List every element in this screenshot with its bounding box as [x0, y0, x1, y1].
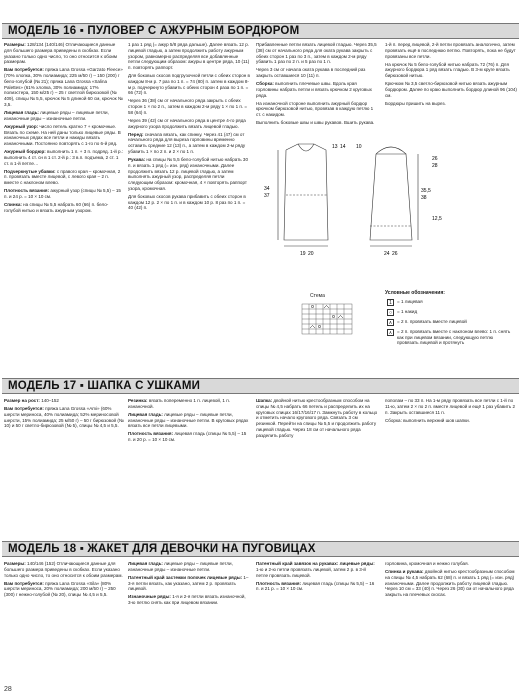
- model17-header: МОДЕЛЬ 17 ▪ ШАПКА С УШКАМИ: [2, 378, 519, 394]
- paragraph-text: Бордюры пришить на вырез.: [385, 100, 446, 106]
- paragraph: [128, 42, 250, 71]
- sleeve-outline: [370, 154, 412, 240]
- paragraph-text: горловина, кромочная и нежно голубая.: [385, 561, 469, 566]
- paragraph: [385, 101, 517, 107]
- paragraph-text: на спицы № 5,5 набрать 60 (66) п. бело-голубой нитью и вязать ажурным узором.: [4, 201, 109, 213]
- legend-row: [387, 299, 515, 306]
- paragraph: [128, 398, 250, 410]
- model18-col4: [385, 561, 517, 681]
- paragraph: [4, 149, 124, 166]
- paragraph-label: Плотность вязания:: [128, 431, 174, 437]
- paragraph: [4, 202, 124, 214]
- paragraph-label: Лицевая гладь:: [128, 561, 163, 566]
- paragraph-label: Вам потребуется:: [4, 405, 44, 411]
- dim-label-k: 13: [332, 144, 338, 150]
- legend-text: = 1 лицевая: [397, 299, 423, 304]
- dim-label-g: 24: [384, 251, 390, 257]
- paragraph-label: Ажурный узор:: [4, 123, 39, 129]
- paragraph-text: 1-й п. перед лицевой, 2-й петли провязать аналогично, затем провязать ещё в последнюю петлю. Повторять, пока не будут провязаны все петли.: [385, 42, 516, 59]
- model16-col4: [385, 42, 517, 126]
- paragraph-text: выполнить плечевые швы. Вдоль края горловины набрать петли и вязать крючком 2 круговых ряда.: [256, 81, 372, 98]
- dim-label-a: 34: [264, 186, 270, 192]
- paragraph-label: Плотность вязания:: [4, 188, 50, 194]
- paragraph: [4, 169, 124, 186]
- legend-text: = 1 накид: [397, 309, 418, 314]
- body-piece-outline: [284, 144, 328, 240]
- paragraph-label: Спинка и рукава:: [385, 568, 424, 574]
- paragraph-text: вязать попеременно 1 п. лицевой, 1 п. изнаночной.: [128, 398, 230, 409]
- paragraph: [256, 81, 378, 98]
- paragraph: [256, 67, 378, 79]
- paragraph: [256, 42, 378, 65]
- paragraph: [4, 561, 124, 578]
- paragraph-text: пряжа Lana Grossa «Sila» (80% шерсти мериноса, 20% полиамида; 200 м/50 г) – 250 (300) г нежно-голубой (№ 20), спицы № 4,5 и 5,5.: [4, 580, 116, 598]
- paragraph: [4, 42, 124, 65]
- dim-label-n: 28: [432, 163, 438, 169]
- paragraph: [385, 398, 517, 415]
- paragraph-label: Шапка:: [256, 398, 273, 403]
- model16-col3: [256, 42, 378, 126]
- paragraph: [128, 73, 250, 96]
- paragraph-text: пряжа Lana Grossa «Ami» (60% шерсти мериноса, 40% полиамида; 52% мериносовой шерсти, 15% полиамида; 25 м/50 г) – 50 г бирюзовой (№ 10) и 50 г светло-бирюзовой (№ 5), спицы № 4,5 и 5,5.: [4, 405, 124, 429]
- dim-label-l: 14: [340, 144, 346, 150]
- paragraph-label: Вам потребуется:: [4, 580, 44, 586]
- paragraph: [128, 431, 250, 443]
- paragraph-label: Размер на рост:: [4, 398, 40, 403]
- stitch-chart: [300, 302, 358, 342]
- paragraph-text: 1–3-я петли вязать, как указано, затем 2 р. провязать лицевой.: [128, 574, 249, 592]
- dim-label-j: 38: [421, 195, 427, 201]
- paragraph: [128, 561, 250, 573]
- paragraph-text: двойной нитью крестообразным способом на спицы № 4,5 набрать 62 (68) п. и вязать 1 ряд (= изн. ряд) изнаночными. Далее продолжить работу лицевой гладью. Через 10 см = 33 (40) п. Через 26 (30) см от начального ряда закрыть на плечевых скосах.: [385, 568, 515, 598]
- paragraph-text: 1-ю и 2-ю петли провязать лицевой, затем 2 р. в 3-й петле провязать лицевой.: [256, 566, 366, 578]
- paragraph-text: На крючок № 5 бело-голубой нитью набрать 72 (76) п. Для ажурного бордюра 1 ряд вязать гладью. В 3-м круге вязать бирюзовой нитью.: [385, 61, 510, 79]
- model16-header: МОДЕЛЬ 16 ▪ ПУЛОВЕР С АЖУРНЫМ БОРДЮРОМ: [2, 23, 519, 39]
- paragraph-text: лицевые ряды – лицевые петли, изнаночные ряды – изнаночные петли. В круговых рядах вязать все петли лицевыми.: [128, 411, 249, 429]
- paragraph-label: Ажурный бордюр:: [4, 149, 46, 155]
- neckline-curve: [298, 144, 314, 151]
- paragraph-text: Через 39 (42) см от начального ряда в центре 4-го ряда ажурного узора продолжить вязать лицевой гладью.: [128, 117, 246, 129]
- paragraph: [385, 569, 517, 598]
- paragraph: [128, 575, 250, 592]
- model18-col1: [4, 561, 124, 681]
- page-number: 28: [4, 686, 12, 693]
- dim-label-m: 26: [432, 156, 438, 162]
- paragraph-label: Подчеркнутые убавки:: [4, 168, 56, 174]
- paragraph-text: лицевая гладь (спицы № 5,5) – 16 п. и 21 р. = 10 × 10 см.: [256, 580, 375, 592]
- legend-symbol-icon: ∧: [388, 320, 393, 326]
- legend-row: [387, 329, 515, 346]
- paragraph: [4, 110, 124, 122]
- paragraph: [4, 124, 124, 147]
- paragraph: [385, 42, 517, 59]
- paragraph-text: Через 36 (38) см от начального ряда закрыть с обеих сторон 1 × по 2 п., затем в каждом 2-м ряду 1 × по 1 п. = 58 (64) п.: [128, 98, 248, 115]
- paragraph-text: число петель кратно 7 + кромочные. Вязать по схеме. На ней даны только лицевые ряды. В изнаночных рядах все петли и накиды вязать изнаночными. Постоянно повторять с 1-го по 6-й ряд.: [4, 123, 121, 147]
- model17-col3: [256, 398, 378, 518]
- paragraph: [4, 581, 124, 598]
- paragraph: [256, 561, 378, 578]
- paragraph: [128, 118, 250, 130]
- paragraph-text: 1 раз 1 ряд (= ажур 5/8 ряда дальше). Далее вязать 12 р. лицевой гладью, а затем продолжить работу ажурным узором, равномерно распределяя все добавленные петли следующим образом: ажуры в центре ряда, 10 (11) п. повторять раппорт.: [128, 42, 250, 71]
- legend-symbol-icon: ⋏: [388, 330, 393, 336]
- legend-row: [387, 309, 515, 316]
- dim-label-b: 37: [264, 193, 270, 199]
- paragraph: [256, 581, 378, 593]
- pattern-schematic: [256, 130, 518, 280]
- dim-label-d: 20: [308, 251, 314, 257]
- paragraph-label: Рукава:: [128, 157, 146, 162]
- model17-col2: [128, 398, 250, 518]
- paragraph-label: Вам потребуется:: [4, 67, 44, 73]
- paragraph: [128, 132, 250, 155]
- paragraph: [128, 412, 250, 429]
- dim-label-i: 35,5: [421, 188, 431, 194]
- paragraph-text: с правого края – кромочная, 2 п. провязать вместе лицевой, с левого края – 2 п. вместе с наклоном влево.: [4, 168, 121, 186]
- paragraph: [128, 194, 250, 211]
- paragraph-text: пополам – по 33 п. На 1-м ряду провязать все петли с 1-й по 11-ю, затем 2 × по 2 п. вместе лицевой и ещё 1 раз убавить 2 п. Закрыть оставшиеся 11 п.: [385, 398, 516, 415]
- paragraph-text: Для боковых скосов рукава прибавить с обеих сторон в каждом 12 р. 2 × по 1 п. и в каждом 10 р. 8 раз по 1 п. = 40 (42) п.: [128, 193, 246, 211]
- model18-col2: [128, 561, 250, 681]
- paragraph-text: Через 3 см от начала оката рукава в последний раз закрыть оставшиеся 10 (11) п.: [256, 67, 366, 79]
- paragraph-text: ажурный узор (спицы № 5,5) – 15 п. и 24 р. = 10 × 10 см.: [4, 188, 121, 199]
- paragraph: [128, 98, 250, 115]
- dim-label-h: 26: [392, 251, 398, 257]
- paragraph-label: Патентный край завязок на рукавах: лицевые ряды:: [256, 561, 375, 566]
- dim-label-c: 19: [300, 251, 306, 257]
- paragraph-text: лицевая гладь (спицы № 5,5) – 15 п. и 20 р. = 10 × 10 см.: [128, 431, 247, 443]
- paragraph: [4, 406, 124, 429]
- legend-text: = 2 п. провязать вместе лицевой: [397, 319, 467, 324]
- legend-text: = 2 п. провязать вместе с наклоном влево: 1 п. снять как при лицевом вязании, следующую петлю провязать лицевой и протянуть: [397, 329, 511, 346]
- dim-label-e: 10: [356, 144, 362, 150]
- paragraph: [4, 188, 124, 200]
- paragraph-text: пряжа Lana Grossa «Garzato Fleece» (70% хлопка, 30% полиамида; 225 м/50 г) – 150 (200) г бело-голубой (№ 21); пряжа Lana Grossa «Salina Palettes» (61% хлопка, 30% полиамида; 17% полиэстера, 150 м/25 г) – 25 г светлой бирюзовой (№ 409), спицы № 5,5, крючок № 5 длиной 60 см, крючок № 3,5.: [4, 67, 123, 107]
- legend-symbol-icon: 1: [387, 299, 394, 306]
- paragraph-label: Спинка:: [4, 201, 22, 207]
- paragraph-text: Сборка: выполнить верхний шов шапки.: [385, 417, 470, 423]
- paragraph-text: Выполнить боковые швы и швы рукавов. Вшить рукава.: [256, 120, 375, 126]
- paragraph-text: двойной нитью крестообразным способом на спицы № 4,5 набрать 66 петель и распределить их на круговых спицах 16/17/16/17 п. Замкнуть работу в кольцо и отметить начало кругового ряда. Связать 3 см резинкой. Перейти на спицы № 5,5 и продолжить работу лицевой гладью. Через 18 см от начального ряда разделить работу: [256, 398, 378, 438]
- paragraph-text: Для боковых скосов подгрузочной петли с обеих сторон в каждом 8-м р. 7 раз по 1 п. = 74 (80) п. затем в каждом 8-м р. подчеркнуто убавить с обеих сторон 4 раза по 1 п. = 66 (72) п.: [128, 73, 250, 96]
- paragraph: [128, 594, 250, 606]
- legend-symbol-icon: ○: [388, 310, 393, 316]
- paragraph-text: сначала вязать, как спинку. Через 41 (47) см от начального ряда для выреза горловины временно оставить средние 12 (13) п., а затем в каждом 2-м ряду убавить 1 × по 2 п. и 2 × по 1 п.: [128, 131, 246, 155]
- paragraph-label: Лицевая гладь:: [128, 411, 163, 417]
- paragraph: [385, 561, 517, 567]
- paragraph-text: Крючком № 3,5 светло-бирюзовой нитью вязать ажурным бордюром. Далее по краю выполнить бордюр длиной 96 (104) см.: [385, 81, 517, 98]
- model16-col1: [4, 42, 124, 274]
- model17-col1: [4, 398, 124, 518]
- paragraph: [256, 120, 378, 126]
- paragraph-label: Лицевая гладь:: [4, 109, 39, 115]
- dim-label-f: 12,5: [432, 216, 442, 222]
- paragraph-text: На изнаночной стороне выполнить ажурный бордюр крючком бирюзовой нитью, провязав в каждую петлю 1 ст. с накидом.: [256, 100, 374, 118]
- paragraph-text: на спицы № 5,5 бело-голубой нитью набрать 30 п. и вязать 1 ряд (= изн. ряд) изнаночными. Далее продолжить вязать 12 р. лицевой гладью, а затем выполнять ажурный узор, распределяя петли следующим образом: кромочная, 4 × повторять раппорт узора, кромочная.: [128, 157, 248, 191]
- model16-col2: [128, 42, 250, 274]
- model18-col3: [256, 561, 378, 681]
- legend-title: Условные обозначения:: [385, 290, 445, 296]
- paragraph: [256, 398, 378, 438]
- paragraph: [385, 62, 517, 79]
- paragraph-label: Изнаночные ряды:: [128, 594, 171, 600]
- paragraph: [4, 398, 124, 404]
- paragraph: [385, 418, 517, 424]
- paragraph: [4, 67, 124, 107]
- paragraph: [128, 157, 250, 192]
- paragraph-text: 140/146 (152) Отличающиеся данные для большего размера приведены в скобках. Если указано только одно число, то оно относится к обоим размерам.: [4, 561, 123, 578]
- paragraph: [385, 81, 517, 98]
- model17-col4: [385, 398, 517, 518]
- paragraph-label: Плотность вязания:: [256, 580, 302, 586]
- paragraph-text: 1-я и 2-я петли вязать изнаночной, 3-ю петлю снять как при лицевом вязании.: [128, 594, 246, 606]
- paragraph-label: Размеры:: [4, 42, 26, 47]
- legend-row: [387, 319, 515, 326]
- paragraph-label: Размеры:: [4, 561, 26, 566]
- paragraph-text: 140–152: [39, 398, 59, 403]
- paragraph-label: Резинка:: [128, 398, 148, 403]
- paragraph-label: Перед:: [128, 131, 144, 137]
- paragraph-text: лицевые ряды – лицевые петли, изнаночные ряды – изнаночные петли.: [4, 109, 109, 121]
- paragraph: [256, 101, 378, 118]
- model18-header: МОДЕЛЬ 18 ▪ ЖАКЕТ ДЛЯ ДЕВОЧКИ НА ПУГОВИЦАХ: [2, 541, 519, 557]
- stitch-chart-label: Стема: [310, 293, 325, 299]
- paragraph-text: лицевые ряды – лицевые петли, изнаночные ряды – изнаночные петли.: [128, 561, 233, 572]
- paragraph-label: Сборка:: [256, 81, 274, 87]
- paragraph-text: 128/134 (140/146) Отличающиеся данные для большего размера приведены в скобках. Если указано только одно число, то оно относится к обоим размерам.: [4, 42, 118, 65]
- paragraph-text: выполнить 1 п. + 3 п. подряд. 1-й р.: выполнить 4 ст. сн в 1 ст. 2-й р.: 3 в.п. подъема, 2 ст. 1 ст. в 1-й петле…: [4, 149, 124, 166]
- paragraph-label: Патентный край застежки полочек лицевые ряды:: [128, 574, 243, 580]
- paragraph-text: Прибавленные петли вязать лицевой гладью. Через 35,5 (38) см от начального ряда для оката рукава закрыть с обеих сторон 1 раз по 3 п., затем в каждом 2-м ряду убавить 1 раз по 2 п. и 5 раз по 1 п.: [256, 42, 377, 65]
